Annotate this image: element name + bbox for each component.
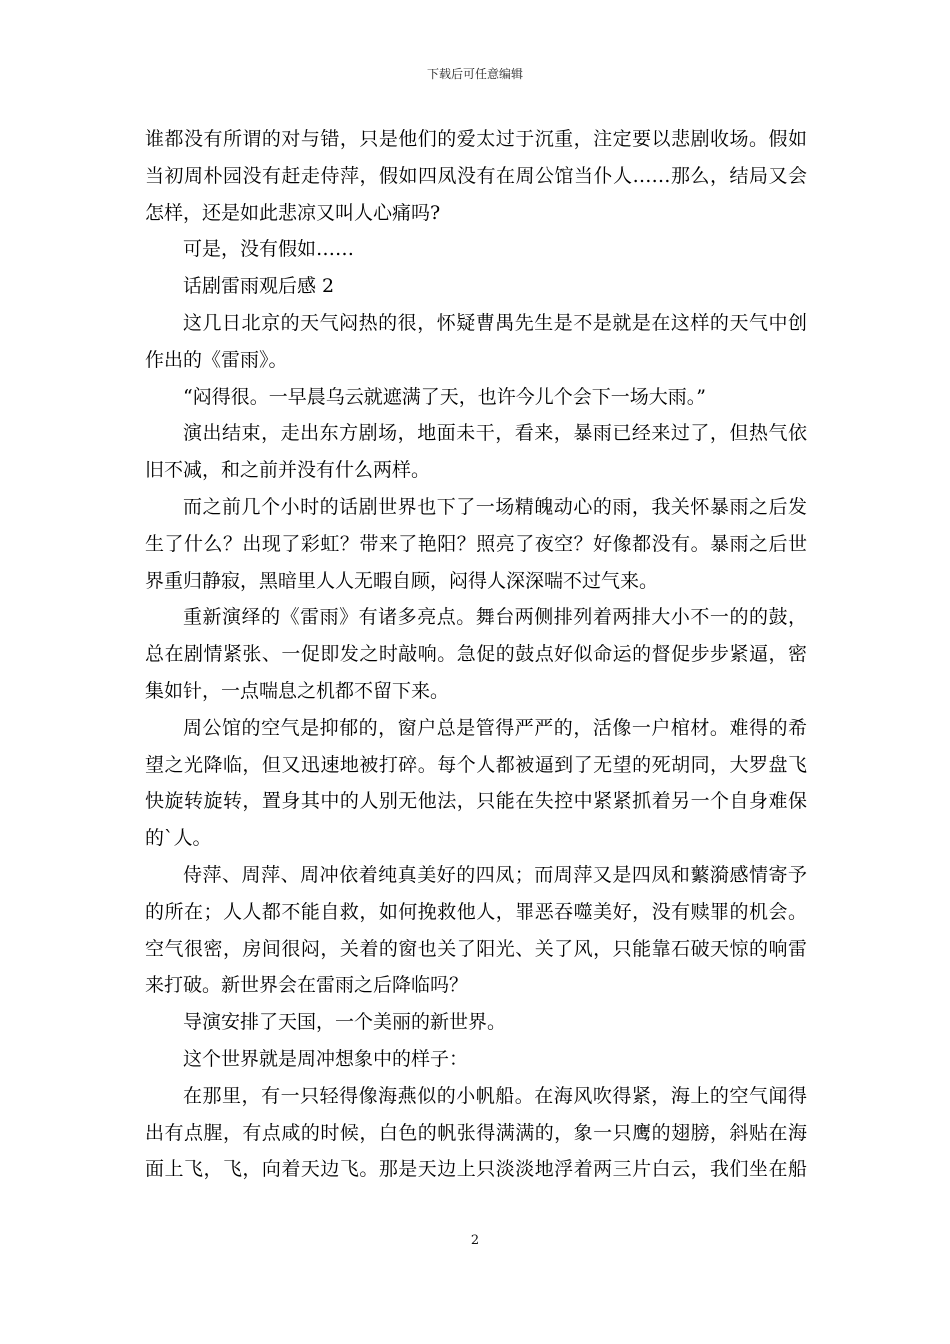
text-line: 集如针，一点喘息之机都不留下来。: [145, 679, 450, 702]
text-line: 面上飞，飞，向着天边飞。那是天边上只淡淡地浮着两三片白云，我们坐在船: [145, 1158, 807, 1181]
text-line: 望之光降临，但又迅速地被打碎。每个人都被逼到了无望的死胡同，大罗盘飞: [145, 753, 807, 776]
text-line: 的`人。: [145, 827, 212, 850]
page-header: 下载后可任意编辑: [426, 67, 523, 81]
text-line: 总在剧情紧张、一促即发之时敲响。急促的鼓点好似命运的督促步步紧逼，密: [145, 643, 807, 666]
text-line: 导演安排了天国，一个美丽的新世界。: [183, 1011, 507, 1034]
text-line: 这几日北京的天气闷热的很，怀疑曹禺先生是不是就是在这样的天气中创: [183, 311, 807, 334]
text-line: 谁都没有所谓的对与错，只是他们的爱太过于沉重，注定要以悲剧收场。假如: [145, 128, 807, 150]
text-line: 快旋转旋转，置身其中的人别无他法，只能在失控中紧紧抓着另一个自身难保: [145, 790, 807, 813]
page-number: 2: [470, 1233, 480, 1248]
text-line: 界重归静寂，黑暗里人人无暇自顾，闷得人深深喘不过气来。: [145, 569, 659, 592]
text-line: 而之前几个小时的话剧世界也下了一场精魄动心的雨，我关怀暴雨之后发: [183, 495, 807, 518]
text-line: 作出的《雷雨》。: [145, 348, 288, 371]
text-line: 侍萍、周萍、周冲依着纯真美好的四凤；而周萍又是四凤和蘩漪感情寄予: [183, 863, 807, 886]
text-line: 当初周朴园没有赶走侍萍，假如四凤没有在周公馆当仆人……那么，结局又会: [145, 164, 807, 187]
text-line: “闷得很。一早晨乌云就遮满了天，也许今儿个会下一场大雨。”: [183, 385, 706, 408]
text-line: 重新演绎的《雷雨》有诸多亮点。舞台两侧排列着两排大小不一的的鼓，: [183, 606, 807, 629]
text-line: 来打破。新世界会在雷雨之后降临吗？: [145, 974, 469, 997]
text-line: 这个世界就是周冲想象中的样子：: [183, 1047, 469, 1070]
text-line: 在那里，有一只轻得像海燕似的小帆船。在海风吹得紧，海上的空气闻得: [183, 1084, 807, 1107]
text-line: 旧不减，和之前并没有什么两样。: [145, 459, 431, 482]
text-line: 生了什么？出现了彩虹？带来了艳阳？照亮了夜空？好像都没有。暴雨之后世: [145, 532, 807, 555]
text-line: 话剧雷雨观后感 2: [183, 275, 335, 298]
text-line: 周公馆的空气是抑郁的，窗户总是管得严严的，活像一户棺材。难得的希: [183, 716, 807, 739]
text-line: 怎样，还是如此悲凉又叫人心痛吗?: [145, 201, 441, 224]
text-line: 演出结束，走出东方剧场，地面未干，看来，暴雨已经来过了，但热气依: [183, 422, 807, 445]
text-line: 空气很密，房间很闷，关着的窗也关了阳光、关了风，只能靠石破天惊的响雷: [145, 937, 807, 960]
text-line: 可是，没有假如……: [183, 238, 355, 261]
text-line: 的所在；人人都不能自救，如何挽救他人，罪恶吞噬美好，没有赎罪的机会。: [145, 900, 807, 923]
text-line: 出有点腥，有点咸的时候，白色的帆张得满满的，象一只鹰的翅膀，斜贴在海: [145, 1121, 807, 1144]
document-body: [145, 121, 807, 1188]
